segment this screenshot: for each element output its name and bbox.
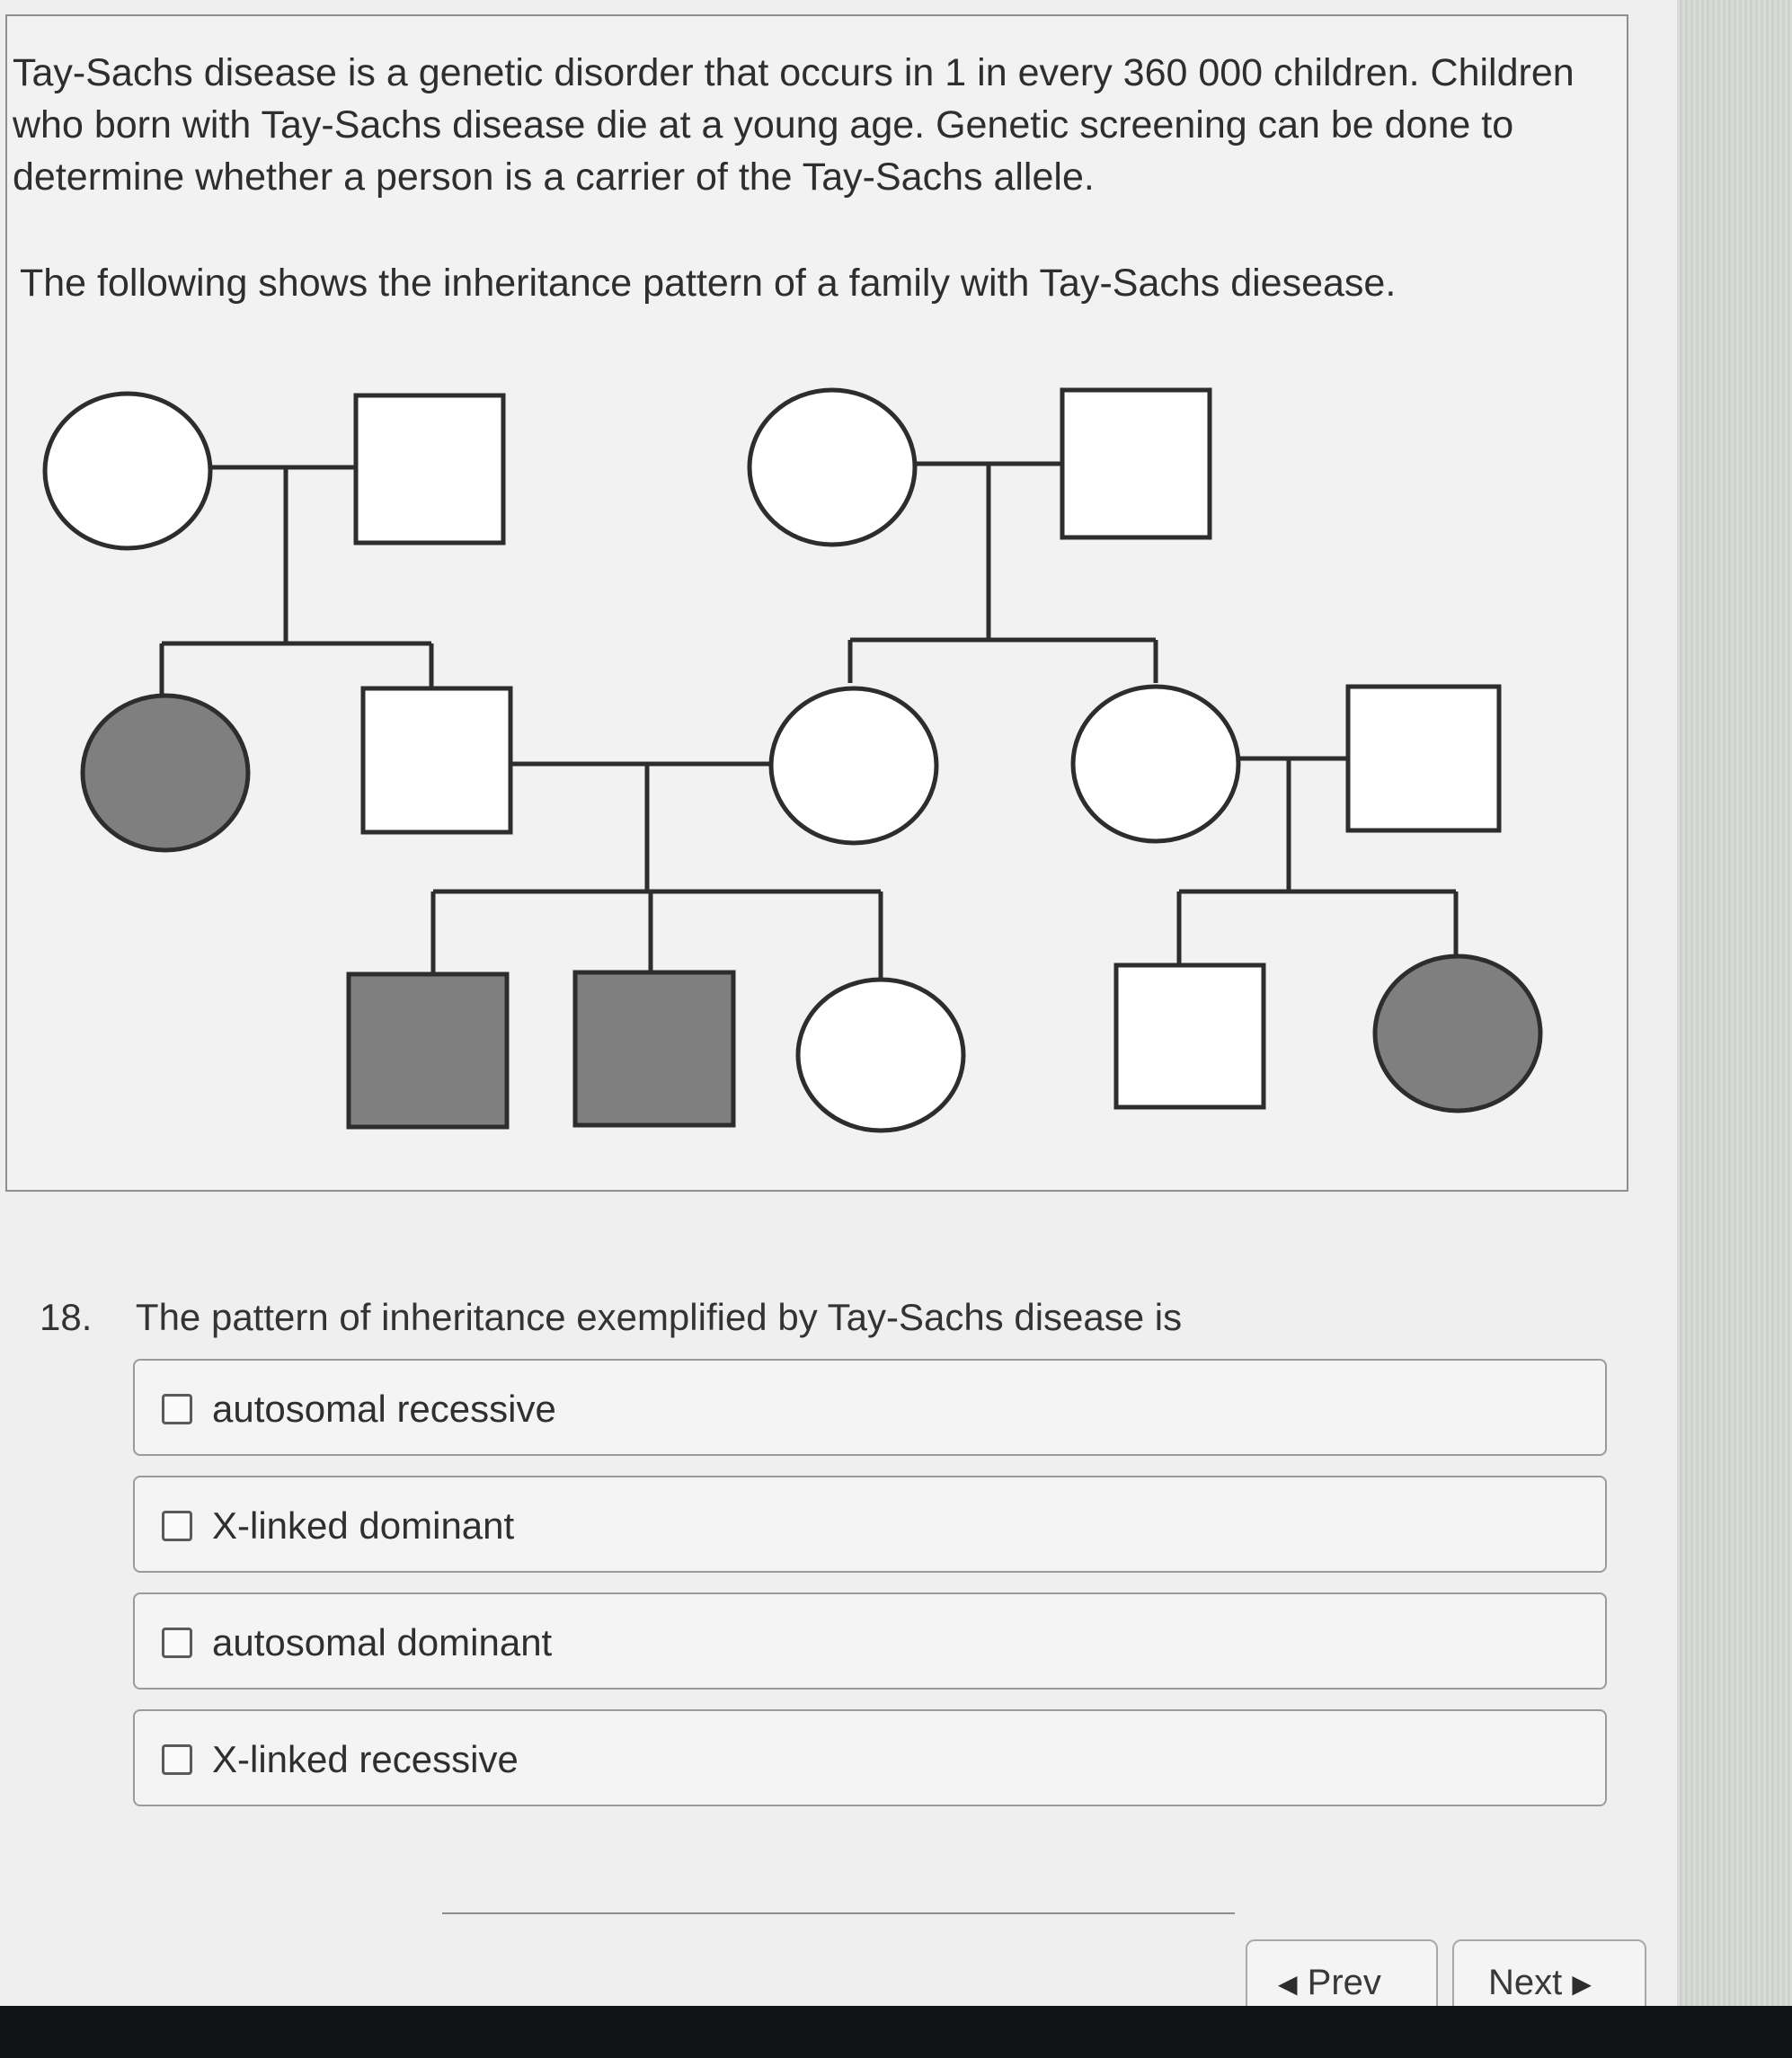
answer-option-x-linked-dominant[interactable]: [133, 1476, 1607, 1573]
pedigree-caption: The following shows the inheritance pattern of a family with Tay-Sachs diesease.: [20, 262, 1397, 305]
answer-option-autosomal-recessive[interactable]: [133, 1359, 1607, 1456]
checkbox-icon[interactable]: [162, 1744, 192, 1775]
triangle-left-icon: ◀: [1278, 1970, 1298, 1999]
prev-button[interactable]: [1246, 1939, 1438, 2006]
next-button-label: Next: [1488, 1963, 1563, 2002]
triangle-right-icon: ▶: [1572, 1970, 1592, 1999]
answer-option-label: X-linked recessive: [212, 1738, 519, 1780]
question-text: The pattern of inheritance exemplified by Tay-Sachs disease is: [135, 1296, 1183, 1338]
question-18: [40, 1294, 1567, 1341]
answer-option-label: autosomal recessive: [212, 1388, 556, 1430]
checkbox-icon[interactable]: [162, 1628, 192, 1658]
checkbox-icon[interactable]: [162, 1511, 192, 1541]
screen-bezel: [0, 2006, 1792, 2058]
answer-option-x-linked-recessive[interactable]: [133, 1709, 1607, 1806]
screen-edge: [1677, 0, 1792, 2006]
question-stem-paragraph: Tay-Sachs disease is a genetic disorder that occurs in 1 in every 360 000 children. Children who born with Tay-Sachs disease die at a young age. Genetic screening can be done to determine whether a person is a carrier of the Tay-Sachs allele.: [13, 51, 1575, 199]
prev-button-label: Prev: [1307, 1963, 1381, 2002]
answer-option-label: X-linked dominant: [212, 1504, 515, 1547]
answer-option-autosomal-dominant[interactable]: [133, 1592, 1607, 1690]
next-button[interactable]: [1452, 1939, 1646, 2006]
checkbox-icon[interactable]: [162, 1394, 192, 1424]
question-number: 18.: [40, 1296, 93, 1338]
section-divider: [442, 1912, 1235, 1914]
answer-option-label: autosomal dominant: [212, 1621, 553, 1663]
